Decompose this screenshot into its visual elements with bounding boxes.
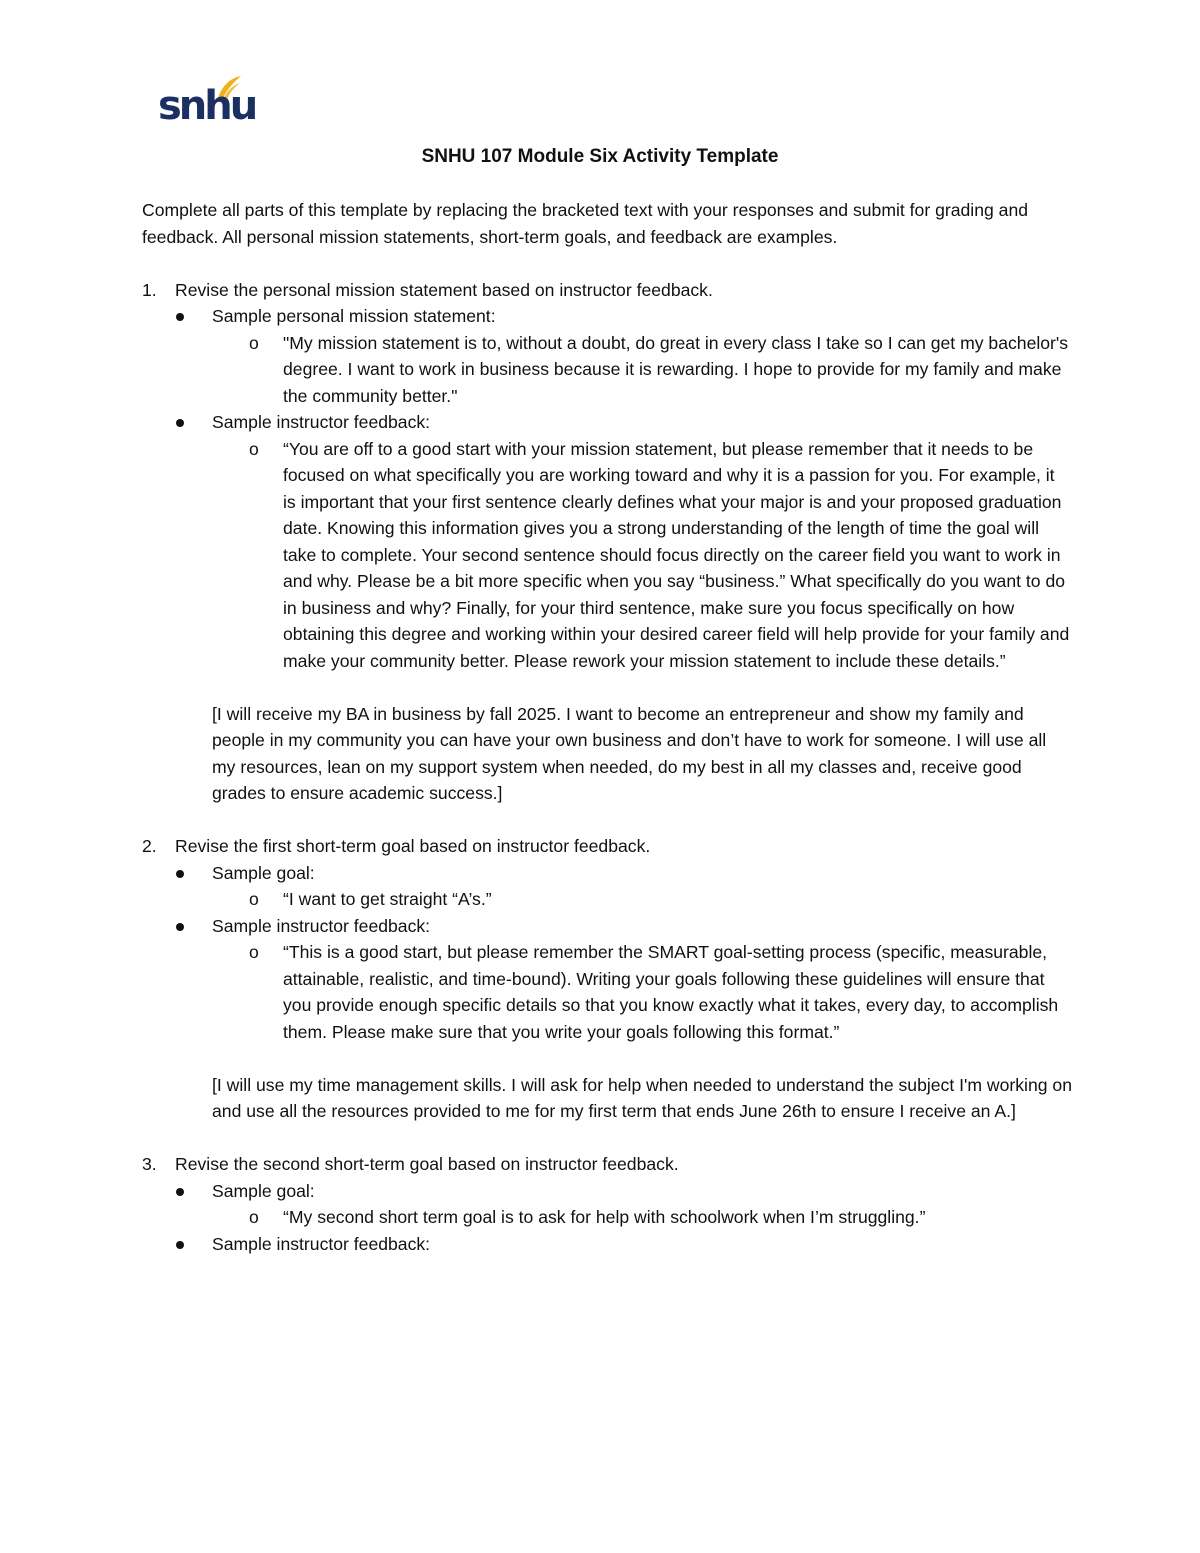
section-heading: Revise the personal mission statement based on instructor feedback. bbox=[175, 279, 713, 300]
bullet-item bbox=[142, 1178, 1072, 1205]
bullet-icon bbox=[176, 923, 184, 931]
sub-bullet-item bbox=[142, 1204, 1072, 1231]
bullet-label: Sample instructor feedback: bbox=[212, 1233, 431, 1254]
sub-bullet-item bbox=[142, 939, 1072, 1045]
bullet-label: Sample goal: bbox=[212, 862, 315, 883]
sample-goal: “I want to get straight “A’s.” bbox=[283, 889, 492, 909]
sub-bullet-item bbox=[142, 330, 1072, 410]
section-number: 3. bbox=[142, 1154, 157, 1174]
snhu-logo bbox=[158, 74, 256, 134]
bullet-icon bbox=[176, 1241, 184, 1249]
sub-bullet-marker: o bbox=[249, 332, 259, 353]
document-body bbox=[142, 197, 1072, 1257]
bullet-label: Sample instructor feedback: bbox=[212, 412, 431, 432]
sub-bullet-marker: o bbox=[249, 942, 259, 962]
bullet-label: Sample goal: bbox=[212, 1180, 315, 1201]
bullet-item bbox=[142, 860, 1072, 887]
section-2 bbox=[142, 833, 1072, 860]
sub-bullet-marker: o bbox=[249, 438, 259, 459]
sample-instructor-feedback: “This is a good start, but please remember the SMART goal-setting process (specific, measurable, attainable, realistic, and time-bound). Writing your goals following these guidelines will ensure that you provide enough specific details so that you know exactly what it takes, every day, to accomplish them. Please make sure that you write your goals following this format.” bbox=[283, 942, 1059, 1042]
sub-bullet-marker: o bbox=[249, 1207, 259, 1227]
sample-goal: “My second short term goal is to ask for help with schoolwork when I’m struggling.” bbox=[283, 1207, 926, 1227]
bullet-icon bbox=[176, 870, 184, 878]
bullet-icon bbox=[176, 419, 184, 427]
bullet-item bbox=[142, 913, 1072, 940]
section-heading: Revise the second short-term goal based on instructor feedback. bbox=[175, 1154, 679, 1174]
sub-bullet-item bbox=[142, 886, 1072, 913]
bullet-label: Sample personal mission statement: bbox=[212, 306, 496, 326]
section-number: 2. bbox=[142, 836, 157, 856]
intro-paragraph: Complete all parts of this template by replacing the bracketed text with your responses and submit for grading and feedback. All personal mission statements, short-term goals, and feedback are examples. bbox=[142, 200, 1029, 247]
logo-wordmark: snhu bbox=[158, 83, 256, 129]
sample-mission-statement: "My mission statement is to, without a doubt, do great in every class I take so I can get my bachelor's degree. I want to work in business because it is rewarding. I hope to provide for my family and make the community better." bbox=[283, 332, 1069, 406]
bullet-item bbox=[142, 409, 1072, 436]
bullet-icon bbox=[176, 313, 184, 321]
bullet-icon bbox=[176, 1188, 184, 1196]
response-text[interactable]: [I will use my time management skills. I will ask for help when needed to understand the subject I'm working on and use all the resources provided to me for my first term that ends June 26th to ensure I receive an A.] bbox=[212, 1074, 1072, 1121]
bullet-item bbox=[142, 1231, 1072, 1258]
sample-instructor-feedback: “You are off to a good start with your mission statement, but please remember that it needs to be focused on what specifically you are working toward and why it is a passion for you. For example, it is important that your first sentence clearly defines what your major is and your proposed graduation date. Knowing this information gives you a strong understanding of the length of time the goal will take to complete. Your second sentence should focus directly on the career field you want to work in and why. Please be a bit more specific when you say “business.” What specifically do you want to do in business and why? Finally, for your third sentence, make sure you focus specifically on how obtaining this degree and working within your desired career field will help provide for your family and make your community better. Please rework your mission statement to include these details.” bbox=[283, 438, 1070, 671]
section-3 bbox=[142, 1151, 1072, 1178]
response-text[interactable]: [I will receive my BA in business by fall 2025. I want to become an entrepreneur and show my family and people in my community you can have your own business and don’t have to work for someone. I will use all my resources, lean on my support system when needed, do my best in all my classes and, receive good grades to ensure academic success.] bbox=[212, 703, 1047, 803]
bullet-label: Sample instructor feedback: bbox=[212, 915, 431, 936]
sub-bullet-item bbox=[142, 436, 1072, 675]
section-heading: Revise the first short-term goal based on instructor feedback. bbox=[175, 836, 651, 856]
section-1 bbox=[142, 277, 1072, 304]
sub-bullet-marker: o bbox=[249, 889, 259, 909]
section-number: 1. bbox=[142, 279, 157, 300]
bullet-item bbox=[142, 303, 1072, 330]
page-title: SNHU 107 Module Six Activity Template bbox=[421, 146, 779, 167]
